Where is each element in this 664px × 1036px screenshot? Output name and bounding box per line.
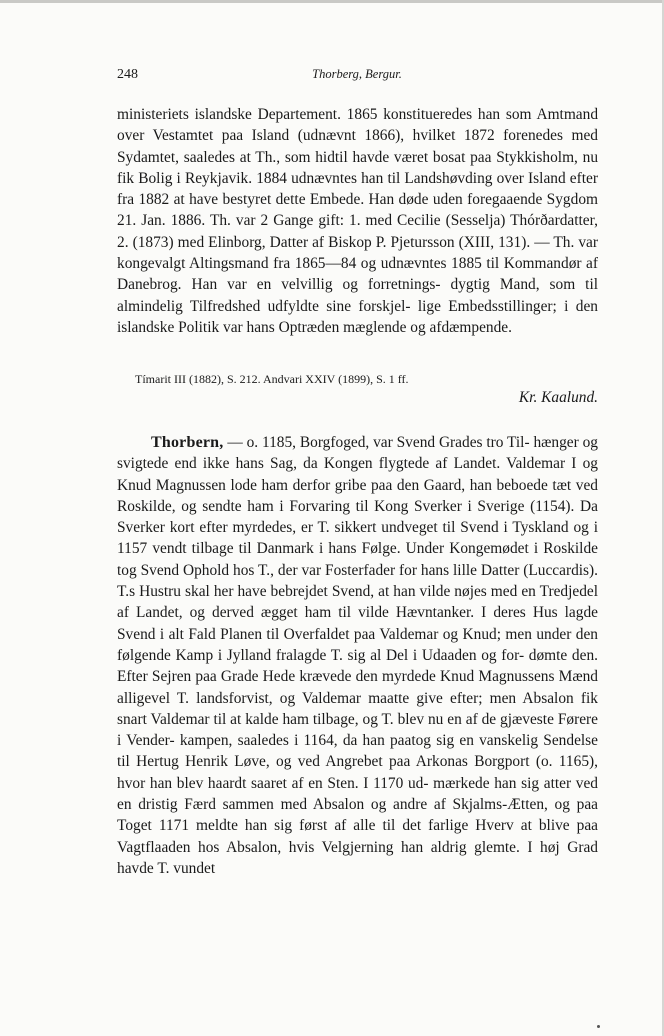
author-signature: Kr. Kaalund. (518, 389, 598, 406)
text-line: Th. var 2 Gange gift: 1. med Cecilie (Sesselja) Thórðardatter, 2. (117, 212, 598, 251)
text-line: Forvaring til Kong Sverker i Sverige (1154). Da Sverker kort efter (117, 497, 598, 537)
text-line: bosat paa Stykkisholm, nu fik Bolig i Reykjavik. 1884 udnævntes (117, 148, 599, 187)
text-line: Amtmand over Vestamtet paa Island (udnævnt 1866), hvilket 1872 (117, 106, 599, 145)
text-line: Th. var kongevalgt Altingsmand fra 1865—84 og udnævntes 1885 (117, 233, 598, 273)
text-line: hvis Velgjerning han aldrig glemte. I høj Grad havde T. vundet (117, 838, 598, 877)
entry-thorberg-continuation (117, 104, 598, 338)
text-line: han til Landshøvding over Island efter fra 1882 at have bestyret (117, 169, 598, 209)
text-line: myrdedes, er T. sikkert undveget til Svend i Tyskland og i 1157 (117, 519, 599, 558)
printer-mark (597, 1025, 600, 1028)
text-line: ham tilbage, og T. blev nu en af de gjæveste Førere i Vender- (117, 710, 598, 750)
text-line: mærkede han sig atter ved en dristig Færd sammen med Absalon (117, 774, 598, 814)
text-line: Planen til Overfaldet paa Valdemar og Knud; men under den (220, 625, 598, 643)
text-line: (o. 1165), hvor han blev haardt saaret af en Sten. I 1170 ud- (117, 753, 598, 792)
text-line: kampen, saaledes i 1164, da han paatog sig en vanskelig Sendelse (179, 732, 599, 750)
text-line: lige Embedsstillinger; i den islandske Politik var hans Optræden (117, 297, 598, 336)
text-line: paa den Gaard, han beboede tæt ved Roskilde, og sendte ham i (117, 476, 598, 515)
text-line: til Hertug Henrik Løve, og ved Angrebet paa Arkonas Borgport (117, 753, 530, 771)
text-line: og andre af Skjalms-Ætten, og paa Toget 1171 meldte han sig først (117, 796, 598, 835)
text-line: Knud Magnussens Mænd alligevel T. landsforvist, og Valdemar (117, 668, 598, 707)
entry-headword: Thorbern, (151, 434, 224, 451)
text-line: at han vilde nøjes med en Tredjedel af Landet, og derved ægget (117, 583, 599, 622)
references-line: Tímarit III (1882), S. 212. Andvari XXIV (1899), S. 1 ff. (135, 372, 409, 386)
text-line: lille Datter (Luccardis). T.s Hustru skal her have bebrejdet Svend, (117, 561, 599, 601)
text-line: dette Embede. Han døde uden foregaaende Sygdom 21. Jan. 1886. (117, 191, 598, 230)
text-line: af alle til det farlige Hverv at blive paa Vagtflaaden hos Absalon, (117, 817, 598, 856)
text-line: vendt tilbage til Danmark i hans Følge. Under Kongemødet i (152, 540, 539, 558)
text-line: — o. 1185, Borgfoged, var Svend Grades tro Til- (223, 434, 530, 451)
text-line: dygtig Mand, som til almindelig Tilfredshed udfyldte sine forskjel- (117, 276, 599, 315)
page-number: 248 (117, 67, 138, 82)
entry-2-paragraph (117, 432, 598, 879)
text-line: hænger og svigtede end ikke hans Sag, da Kongen flygtede af (117, 434, 599, 473)
text-line: mæglende og afdæmpende. (343, 318, 512, 336)
text-line: Roskilde tog Svend Ophold hos T., der var Fosterfader for hans (117, 540, 598, 579)
text-line: ham til vilde Hævntanker. I deres Hus lagde Svend i alt Fald (117, 604, 598, 643)
text-line: Landet. Valdemar I og Knud Magnussen lode ham derfor gribe (117, 455, 598, 494)
text-line: maatte give efter; men Absalon fik snart Valdemar til at kalde (117, 689, 598, 728)
text-line: til Kommandør af Danebrog. Han var en velvillig og forretnings- (117, 255, 598, 294)
page-header (117, 67, 597, 87)
text-line: forenedes med Sydamtet, saaledes at Th., som hidtil havde været (117, 127, 598, 166)
text-line: ministeriets islandske Departement. 1865 konstitueredes han som (117, 106, 532, 123)
text-line: følgende Kamp i Jylland fralagde T. sig al Del i Udaaden og for- (117, 646, 525, 664)
text-line: (1873) med Elinborg, Datter af Biskop P. Pjetursson (XIII, 131). — (132, 233, 550, 251)
entry-1-paragraph (117, 104, 598, 338)
running-title: Thorberg, Bergur. (312, 67, 402, 81)
entry-thorbern (117, 432, 598, 879)
top-edge-rule (0, 0, 664, 3)
text-line: dømte den. Efter Sejren paa Grade Hede krævede den myrdede (117, 646, 598, 686)
